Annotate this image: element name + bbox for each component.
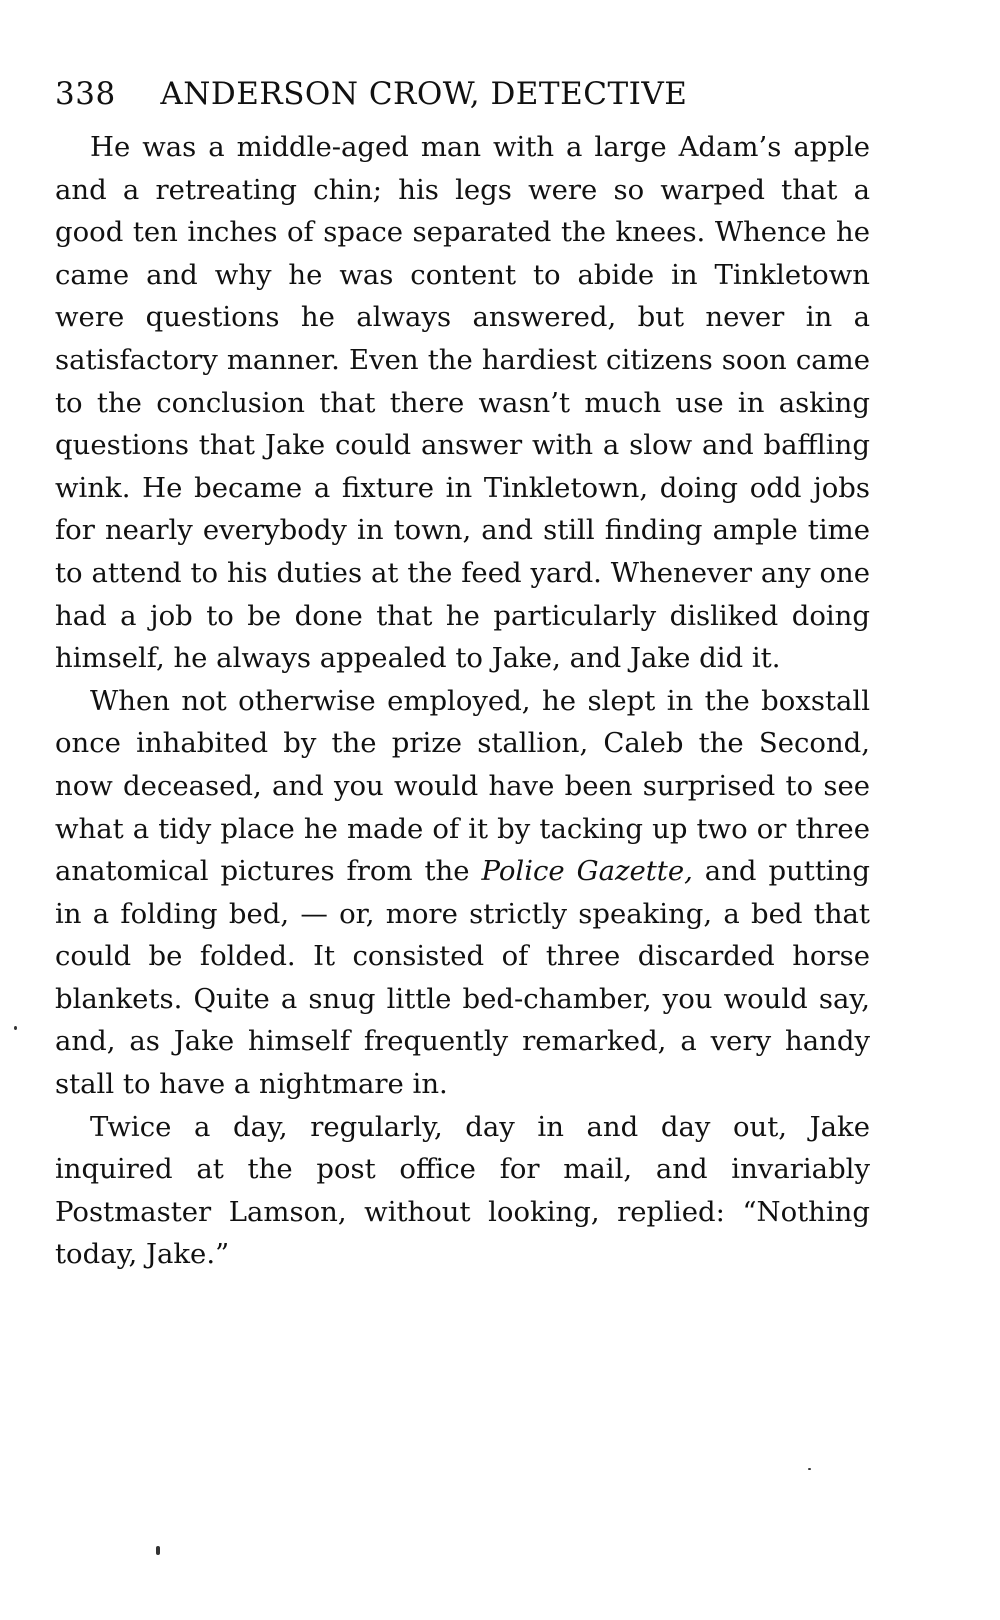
scan-speck xyxy=(14,1026,17,1030)
paragraph-2-italic-title: Police Gazette, xyxy=(481,855,693,888)
paragraph-3-text: Twice a day, regularly, day in and day out, Jake inquired at the post office for mail, and invariably Postmaster Lamson, without looking, replied: “Nothing today, Jake.” xyxy=(55,1110,870,1271)
book-title: ANDERSON CROW, DETECTIVE xyxy=(160,76,688,112)
paragraph-2-text-before: When not otherwise employed, he slept in the boxstall once inhabited by the prize stallion, Caleb the Second, now deceased, and you would have been surprised to see what a tidy place he made of it by tacking up two or three anatomical pictures from the xyxy=(55,684,870,888)
paragraph-2-text-after: and putting in a folding bed, — or, more strictly speaking, a bed that could be folded. It consisted of three discarded horse blankets. Quite a snug little bed-chamber, you would say, and, as Jake himself frequently remarked, a very handy stall to have a nightmare in. xyxy=(55,855,870,1101)
paragraph-1 xyxy=(55,126,870,680)
page-number: 338 xyxy=(55,76,116,112)
paragraph-1-text: He was a middle-aged man with a large Adam’s apple and a retreating chin; his legs were so warped that a good ten inches of space separated the knees. Whence he came and why he was content to abide in Tinkletown were questions he always answered, but never in a satisfactory manner. Even the hardiest citizens soon came to the conclusion that there wasn’t much use in asking questions that Jake could answer with a slow and baffling wink. He became a fixture in Tinkletown, doing odd jobs for nearly everybody in town, and still finding ample time to attend to his duties at the feed yard. Whenever any one had a job to be done that he particularly disliked doing himself, he always appealed to Jake, and Jake did it. xyxy=(55,131,870,675)
running-head xyxy=(55,72,870,116)
paragraph-3 xyxy=(55,1106,870,1276)
book-page xyxy=(55,72,870,1276)
paragraph-2 xyxy=(55,680,870,1106)
scan-speck xyxy=(808,1468,811,1470)
scan-speck xyxy=(156,1546,160,1555)
